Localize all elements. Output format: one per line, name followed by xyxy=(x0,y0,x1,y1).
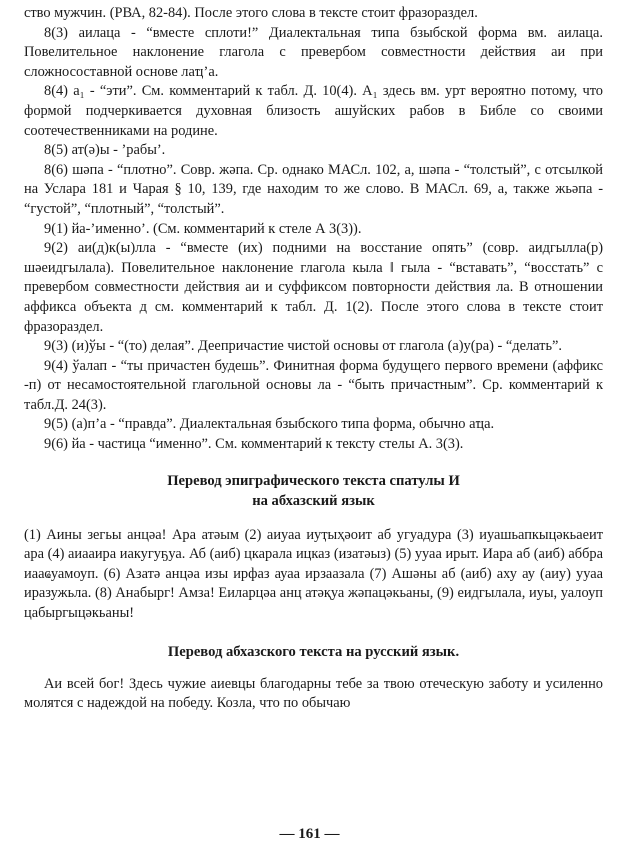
commentary-entry: 8(4) а₁ - “эти”. См. комментарий к табл. Д. 10(4). А₁ здесь вм. урт вероятно потому, что формой подчеркивается духовная близость ашуйских рабов в Библе со своими соотечественниками на родине. xyxy=(24,83,603,139)
commentary-entry: 9(4) ўалап - “ты причастен будешь”. Финитная форма будущего первого времени (аффикс -п) от несамостоятельной глагольной основы ла - “быть причастным”. Ср. комментарий к табл.Д. 24(3). xyxy=(24,357,603,413)
commentary-entry: 9(5) (а)п’а - “правда”. Диалектальная бзыбского типа форма, обычно аҵа. xyxy=(44,416,495,433)
section-heading-translation-russian: Перевод абхазского текста на русский язык. xyxy=(167,643,460,660)
commentary-entry: 9(2) аи(д)к(ы)лла - “вместе (их) подними на восстание опять” (совр. аидгылла(р) шәеидгылала). Повелительное наклонение глагола кыла ‖ гыла - “вставать”, “восстать” с превербом совместности действия аи и суффиксом повторности действия ла. В отношении аффикса объекта д см. комментарий к табл. Д. 1(2). После этого слова в тексте стоит фразораздел. xyxy=(24,240,603,335)
section-heading-translation-abkhaz-line2: на абхазский язык xyxy=(252,492,375,509)
commentary-entry: 8(3) аилаца - “вместе сплоти!” Диалектальная типа бзыбской форма вм. аилаца. Повелительное наклонение глагола с превербом совместности действия аи при сложносоставной основе лаҵ’а. xyxy=(24,24,603,80)
commentary-entry: ство мужчин. (РВА, 82-84). После этого слова в тексте стоит фразораздел. xyxy=(24,5,478,21)
russian-translation-text: Аи всей бог! Здесь чужие аиевцы благодарны тебе за твою отеческую заботу и усиленно молятся с надеждой на победу. Козла, что по обычаю xyxy=(24,675,603,712)
document-page xyxy=(24,4,603,714)
commentary-entry: 9(1) йа-’именно’. (См. комментарий к стеле А 3(3)). xyxy=(44,220,362,237)
commentary-entry: 8(5) ат(ә)ы - ’рабы’. xyxy=(44,142,166,159)
commentary-entry: 9(6) йа - частица “именно”. См. комментарий к тексту стелы А. 3(3). xyxy=(44,436,464,453)
abkhaz-translation-text: (1) Аины зегьы анцәа! Ара атәым (2) аиуаа иуҭыҳәоит аб угуадура (3) иуашьапкыцәкьаеит ара (4) аиааира иакугуҕуа. Аб (аиб) цкарала ицказ (изатәыз) (5) ууаа ирыт. Иара аб (аиб) аббра иааҩуамоуп. (6) Азатә анцәа изы ирфаз ауаа ирзаазала (7) Ашәны аб (аиб) аху ау (аиу) ууаа иразужьла. (8) Анабырг! Амза! Еиларцәа анц атәқуа жәпацәкьаны, (9) еидгылала, иуы, уалоуп цабыргыцәкьаны! xyxy=(24,526,603,622)
commentary-entry: 9(3) (и)ўы - “(то) делая”. Деепричастие чистой основы от глагола (а)у(ра) - “делать”. xyxy=(44,338,563,355)
commentary-entry: 8(6) шәпа - “плотно”. Совр. жәпа. Ср. однако МАСл. 102, а, шәпа - “толстый”, с отсылкой на Услара 181 и Чарая § 10, 139, где находим то же слово. В МАСл. 69, а, также жьәпа - “густой”, “плотный”, “толстый”. xyxy=(24,161,603,217)
page-number: — 161 — xyxy=(279,826,340,842)
section-heading-translation-abkhaz: Перевод эпиграфического текста спатулы И xyxy=(167,472,460,489)
